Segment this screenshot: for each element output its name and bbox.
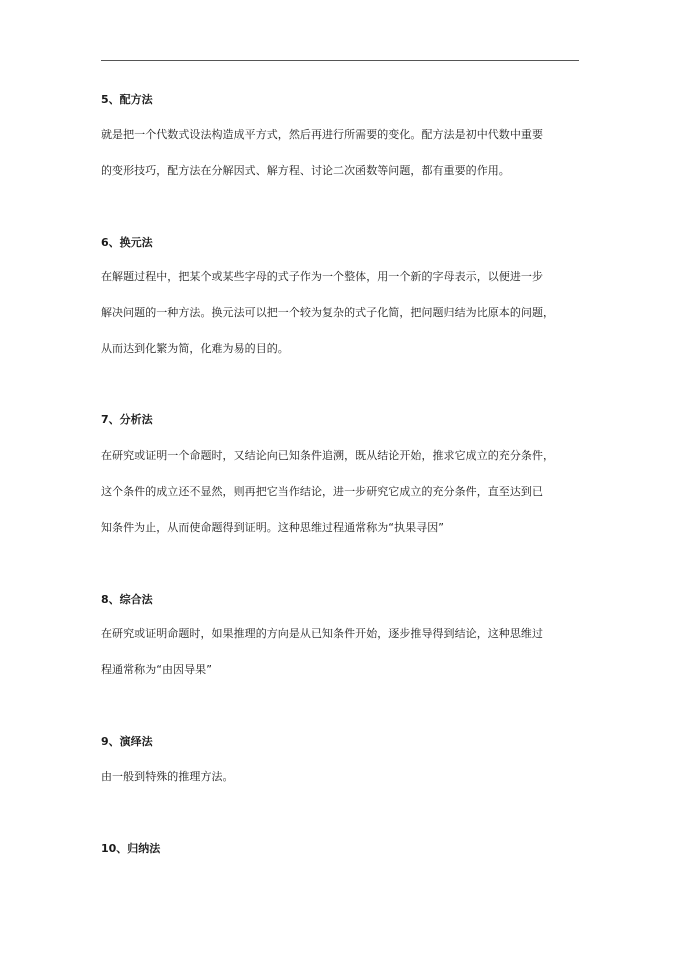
section-5-line-2: 的变形技巧，配方法在分解因式、解方程、讨论二次函数等问题，都有重要的作用。 [101, 164, 510, 177]
section-title-7: 7、分析法 [101, 413, 153, 426]
section-5-line-1: 就是把一个代数式设法构造成平方式，然后再进行所需要的变化。配方法是初中代数中重要 [101, 128, 543, 141]
section-title-8: 8、综合法 [101, 593, 153, 606]
section-6-line-3: 从而达到化繁为简，化难为易的目的。 [101, 342, 289, 355]
section-title-6: 6、换元法 [101, 236, 153, 249]
section-6-line-1: 在解题过程中，把某个或某些字母的式子作为一个整体，用一个新的字母表示，以便进一步 [101, 270, 543, 283]
section-9-line-1: 由一般到特殊的推理方法。 [101, 770, 234, 783]
section-title-9: 9、演绎法 [101, 735, 153, 748]
section-6-line-2: 解决问题的一种方法。换元法可以把一个较为复杂的式子化简，把问题归结为比原本的问题， [101, 306, 555, 319]
header-rule [101, 60, 579, 61]
section-8-line-2: 程通常称为“由因导果” [101, 663, 212, 676]
section-8-line-1: 在研究或证明命题时，如果推理的方向是从已知条件开始，逐步推导得到结论，这种思维过 [101, 627, 543, 640]
section-title-5: 5、配方法 [101, 93, 153, 106]
section-7-line-3: 知条件为止，从而使命题得到证明。这种思维过程通常称为“执果寻因” [101, 521, 444, 534]
section-7-line-1: 在研究或证明一个命题时，又结论向已知条件追溯，既从结论开始，推求它成立的充分条件， [101, 449, 555, 462]
section-title-10: 10、归纳法 [101, 842, 161, 855]
section-7-line-2: 这个条件的成立还不显然，则再把它当作结论，进一步研究它成立的充分条件，直至达到已 [101, 485, 543, 498]
